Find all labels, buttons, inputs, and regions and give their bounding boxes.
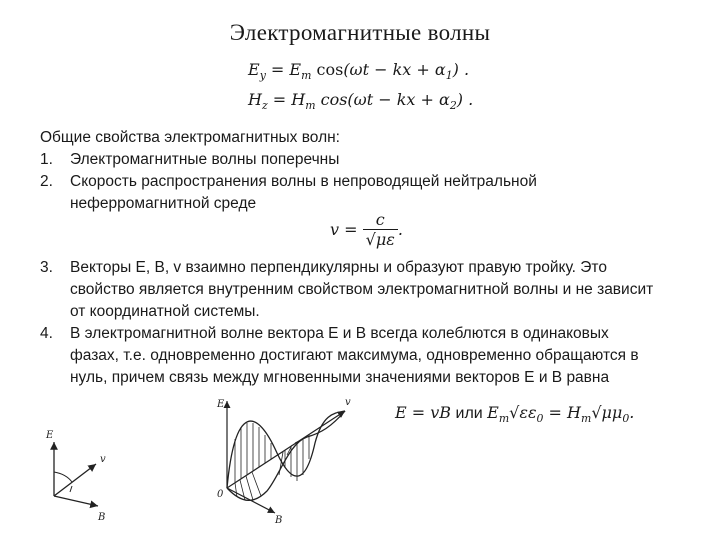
- hz-equation: $H_z = H_m$ cos(ωt − kx + $\alpha_2$) .: [248, 90, 474, 112]
- angle-arrow: [70, 486, 72, 492]
- origin-label: 0: [217, 489, 224, 500]
- angle-arc: [54, 472, 72, 482]
- v-axis: [54, 464, 96, 496]
- b-label: B: [275, 515, 283, 526]
- v-label: v: [345, 397, 351, 408]
- item-3-line-3: от координатной системы.: [70, 303, 260, 320]
- item-3-line-1: Векторы E, B, v взаимно перпендикулярны и образуют правую тройку. Это: [70, 259, 607, 276]
- b-wave: [227, 411, 345, 500]
- item-2-line-1: Скорость распространения волны в непроводящей нейтральной: [70, 173, 537, 190]
- item-1-number: 1.: [40, 151, 53, 168]
- properties-text: [40, 127, 700, 387]
- em-wave-figure: [195, 393, 365, 528]
- field-hatching: [235, 423, 309, 500]
- item-4-line-3: нуль, причем связь между мгновенными значениями векторов E и B равна: [70, 369, 610, 386]
- item-2-number: 2.: [40, 173, 53, 190]
- page-title: Электромагнитные волны: [229, 20, 491, 45]
- item-2-line-2: неферромагнитной среде: [70, 195, 257, 212]
- item-4-line-2: фазах, т.е. одновременно достигают максимума, одновременно обращаются в: [70, 347, 639, 364]
- relation-formula: E = vB или $E_m√\varepsilon\varepsilon_0 = H_m√\mu\mu_0$.: [395, 403, 635, 425]
- item-4-line-1: В электромагнитной волне вектора E и B всегда колеблются в одинаковых: [70, 325, 609, 342]
- item-3-line-2: свойство является внутренним свойством электромагнитной волны и не зависит: [70, 281, 654, 298]
- b-label: B: [98, 512, 106, 523]
- ey-equation: $E_y = E_m$ cos(ωt − kx + $\alpha_1$) .: [248, 60, 470, 82]
- vector-triple-figure: [40, 420, 130, 530]
- e-label: E: [217, 399, 225, 410]
- item-3-number: 3.: [40, 259, 53, 276]
- item-4-number: 4.: [40, 325, 53, 342]
- b-axis: [54, 496, 98, 506]
- properties-heading: Общие свойства электромагнитных волн:: [40, 129, 340, 146]
- item-1-line-1: Электромагнитные волны поперечны: [70, 151, 340, 168]
- v-label: v: [100, 454, 106, 465]
- e-label: E: [46, 430, 54, 441]
- propagation-axis: [227, 411, 345, 488]
- velocity-formula: v = $\frac{c}{√\mu\varepsilon}$ .: [330, 210, 403, 249]
